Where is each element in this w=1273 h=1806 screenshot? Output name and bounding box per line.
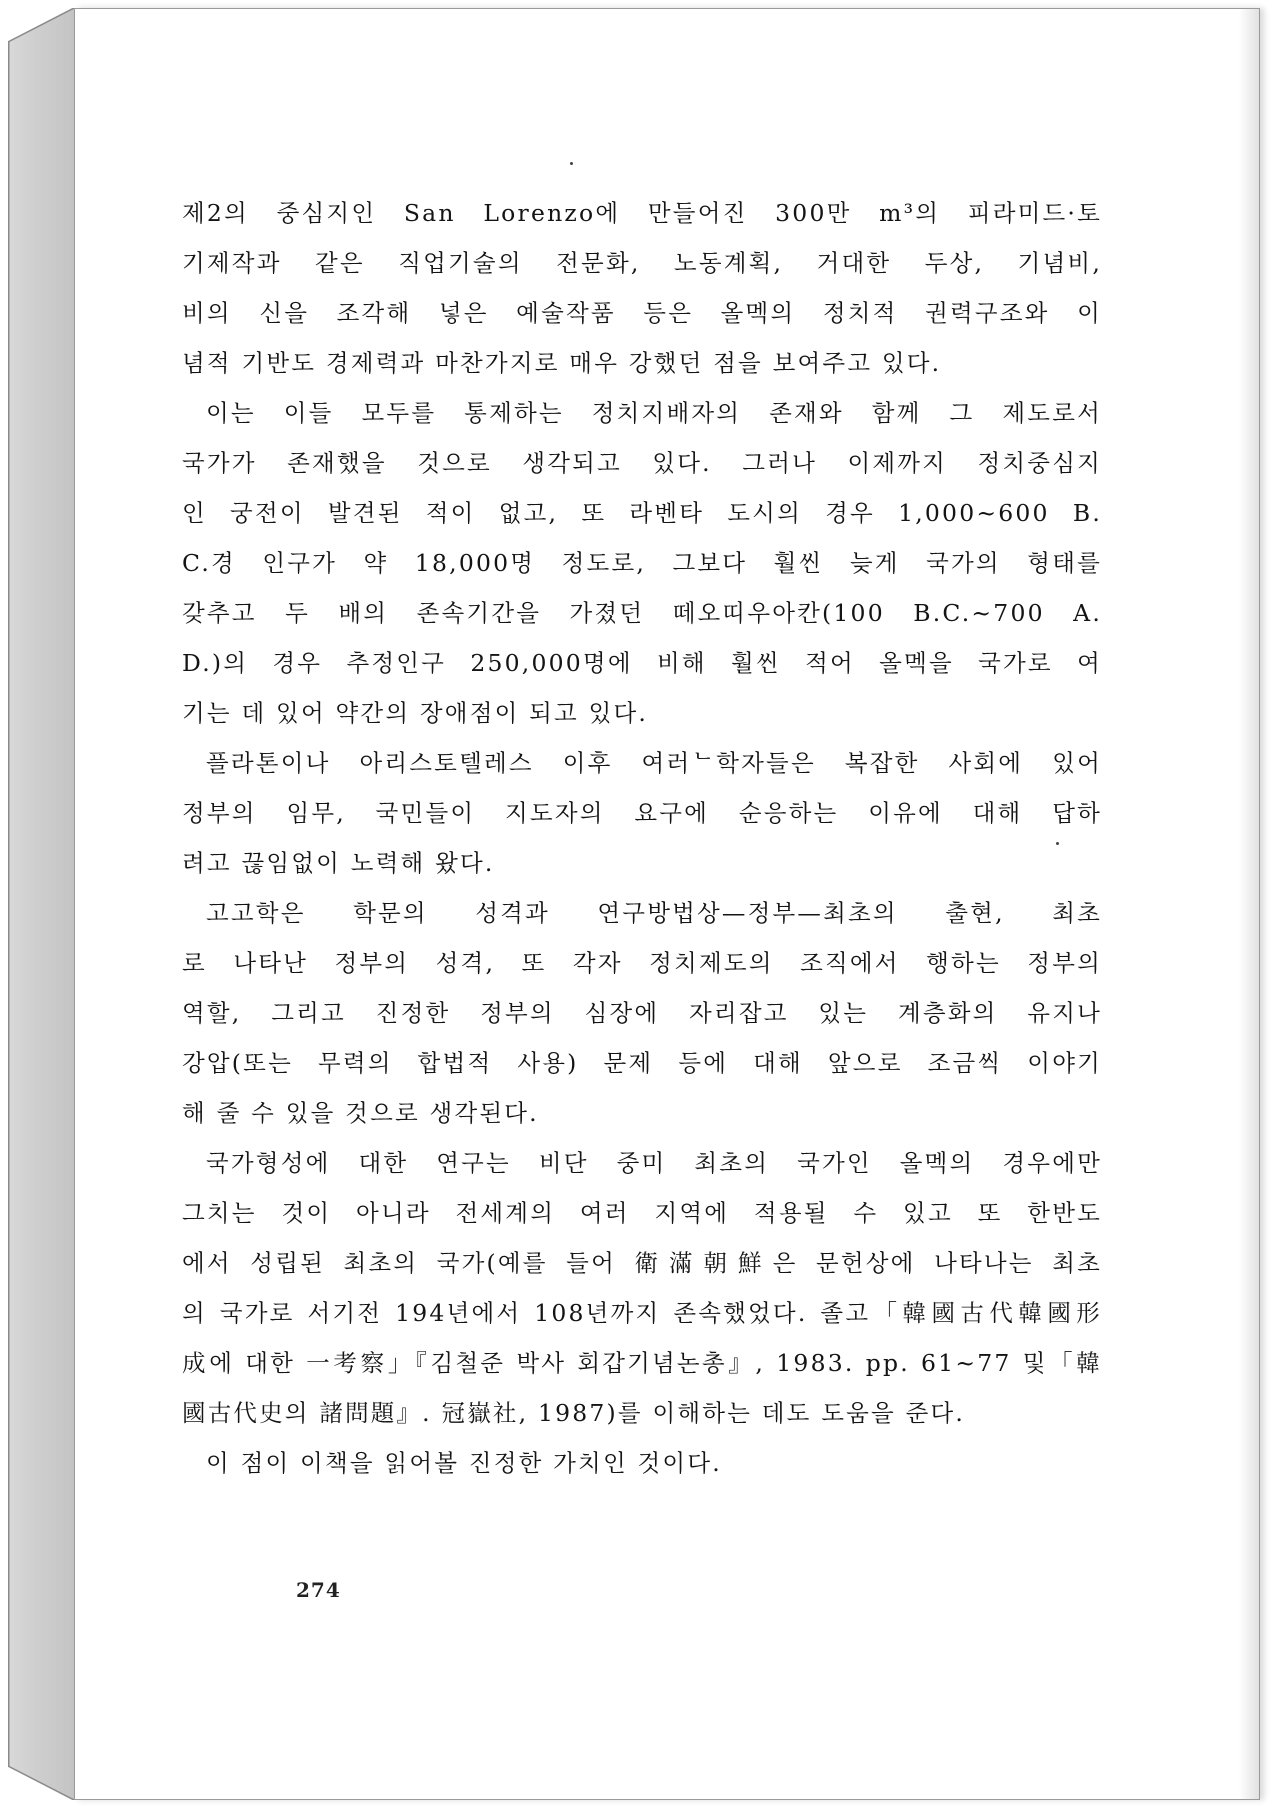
text-line: 기제작과 같은 직업기술의 전문화, 노동계획, 거대한 두상, 기념비, (182, 249, 1102, 277)
print-speck (570, 162, 573, 165)
text-line: 고고학은 학문의 성격과 연구방법상—정부—최초의 출현, 최초 (206, 899, 1102, 927)
text-line: C.경 인구가 약 18,000명 정도로, 그보다 훨씬 늦게 국가의 형태를 (182, 549, 1102, 577)
text-line: 려고 끊임없이 노력해 왔다. (182, 849, 495, 877)
paragraph-4 (182, 888, 1102, 1138)
paragraph-1 (182, 188, 1102, 388)
paragraph-3 (182, 738, 1102, 888)
book-spine-side (8, 8, 74, 1800)
paragraph-5 (182, 1138, 1102, 1438)
text-line: 해 줄 수 있을 것으로 생각된다. (182, 1099, 539, 1127)
body-text (182, 188, 1102, 1488)
text-line: D.)의 경우 추정인구 250,000명에 비해 훨씬 적어 올멕을 국가로 여 (182, 649, 1102, 677)
text-line: 국가가 존재했을 것으로 생각되고 있다. 그러나 이제까지 정치중심지 (182, 449, 1102, 477)
text-line: 의 국가로 서기전 194년에서 108년까지 존속했었다. 졸고「韓國古代韓國形 (182, 1299, 1102, 1327)
text-line: 그치는 것이 아니라 전세계의 여러 지역에 적용될 수 있고 또 한반도 (182, 1199, 1102, 1227)
text-line: 갖추고 두 배의 존속기간을 가졌던 떼오띠우아칸(100 B.C.~700 A. (182, 599, 1102, 627)
text-line: 역할, 그리고 진정한 정부의 심장에 자리잡고 있는 계층화의 유지나 (182, 999, 1102, 1027)
text-line: 비의 신을 조각해 넣은 예술작품 등은 올멕의 정치적 권력구조와 이 (182, 299, 1102, 327)
text-line: 이는 이들 모두를 통제하는 정치지배자의 존재와 함께 그 제도로서 (206, 399, 1102, 427)
text-line: 기는 데 있어 약간의 장애점이 되고 있다. (182, 699, 649, 727)
text-line: 이 점이 이책을 읽어볼 진정한 가치인 것이다. (206, 1449, 722, 1477)
text-line: 로 나타난 정부의 성격, 또 각자 정치제도의 조직에서 행하는 정부의 (182, 949, 1102, 977)
text-line: 成에 대한 一考察」『김철준 박사 회갑기념논총』, 1983. pp. 61~77 및「韓 (182, 1349, 1102, 1377)
text-line: 인 궁전이 발견된 적이 없고, 또 라벤타 도시의 경우 1,000~600 B. (182, 499, 1102, 527)
text-line: 제2의 중심지인 San Lorenzo에 만들어진 300만 m³의 피라미드·토 (182, 199, 1102, 227)
paragraph-6 (182, 1438, 1102, 1488)
text-line: 플라톤이나 아리스토텔레스 이후 여러ᄂ학자들은 복잡한 사회에 있어 (206, 749, 1102, 777)
page-edge-shadow (1239, 9, 1259, 1799)
text-line: 정부의 임무, 국민들이 지도자의 요구에 순응하는 이유에 대해 답하 (182, 799, 1102, 827)
text-line: 國古代史의 諸問題』. 冠嶽社, 1987)를 이해하는 데도 도움을 준다. (182, 1399, 966, 1427)
text-line: 에서 성립된 최초의 국가(예를 들어 衛滿朝鮮은 문헌상에 나타나는 최초 (182, 1249, 1102, 1277)
text-line: 념적 기반도 경제력과 마찬가지로 매우 강했던 점을 보여주고 있다. (182, 349, 942, 377)
paragraph-2 (182, 388, 1102, 738)
text-line: 강압(또는 무력의 합법적 사용) 문제 등에 대해 앞으로 조금씩 이야기 (182, 1049, 1102, 1077)
page-number: 274 (296, 1578, 341, 1602)
text-line: 국가형성에 대한 연구는 비단 중미 최초의 국가인 올멕의 경우에만 (206, 1149, 1102, 1177)
